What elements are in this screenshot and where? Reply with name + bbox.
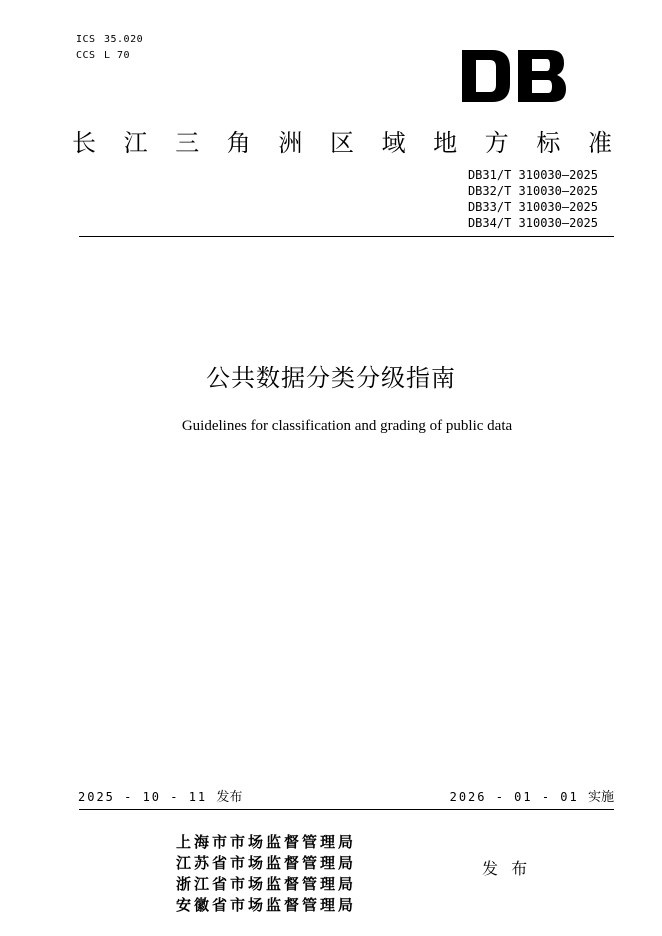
region-title-char: 区	[329, 129, 354, 157]
document-title: 公共数据分类分级指南	[206, 364, 456, 392]
region-title-char: 洲	[278, 129, 303, 157]
effective-date-value: 2026 - 01 - 01	[449, 790, 579, 804]
agency-name: 浙江省市场监督管理局	[176, 875, 357, 893]
standard-number: DB33/T 310030—2025	[467, 200, 598, 214]
publish-date-value: 2025 - 10 - 11	[78, 790, 208, 804]
publish-label: 发 布	[482, 859, 532, 878]
standard-number: DB31/T 310030—2025	[467, 168, 598, 182]
standard-numbers	[468, 167, 598, 231]
document-subtitle: Guidelines for classification and grading of public data	[181, 418, 513, 434]
region-title-char: 江	[123, 129, 148, 157]
region-title-char: 标	[536, 129, 561, 157]
standard-number: DB32/T 310030—2025	[467, 184, 598, 198]
region-title-char: 方	[484, 129, 509, 157]
ics-label: ICS	[76, 34, 96, 45]
region-title-char: 三	[175, 129, 200, 157]
ics-row	[76, 32, 143, 48]
db-logo	[462, 50, 566, 102]
ccs-code: L 70	[104, 50, 131, 61]
ccs-row	[76, 48, 143, 64]
db-logo-letter-b	[518, 50, 566, 102]
footer-divider	[79, 809, 614, 810]
region-title-char: 角	[226, 129, 251, 157]
issuing-agencies	[176, 832, 356, 916]
region-standard-title	[72, 127, 612, 159]
region-title-char: 准	[587, 129, 612, 157]
agency-name: 安徽省市场监督管理局	[176, 896, 357, 914]
header-divider	[79, 236, 614, 237]
publish-date	[78, 788, 242, 807]
publish-date-suffix: 发布	[216, 790, 243, 805]
region-title-char: 域	[381, 129, 406, 157]
region-title-char: 长	[72, 129, 96, 157]
effective-date	[450, 788, 614, 807]
agency-name: 江苏省市场监督管理局	[176, 854, 357, 872]
region-title-char: 地	[433, 129, 458, 157]
ics-code: 35.020	[104, 34, 144, 45]
agency-name: 上海市市场监督管理局	[176, 833, 357, 851]
db-logo-letter-d	[462, 50, 510, 102]
classification-codes	[76, 32, 143, 64]
effective-date-suffix: 实施	[587, 790, 614, 805]
ccs-label: CCS	[76, 50, 96, 61]
standard-number: DB34/T 310030—2025	[467, 216, 598, 230]
